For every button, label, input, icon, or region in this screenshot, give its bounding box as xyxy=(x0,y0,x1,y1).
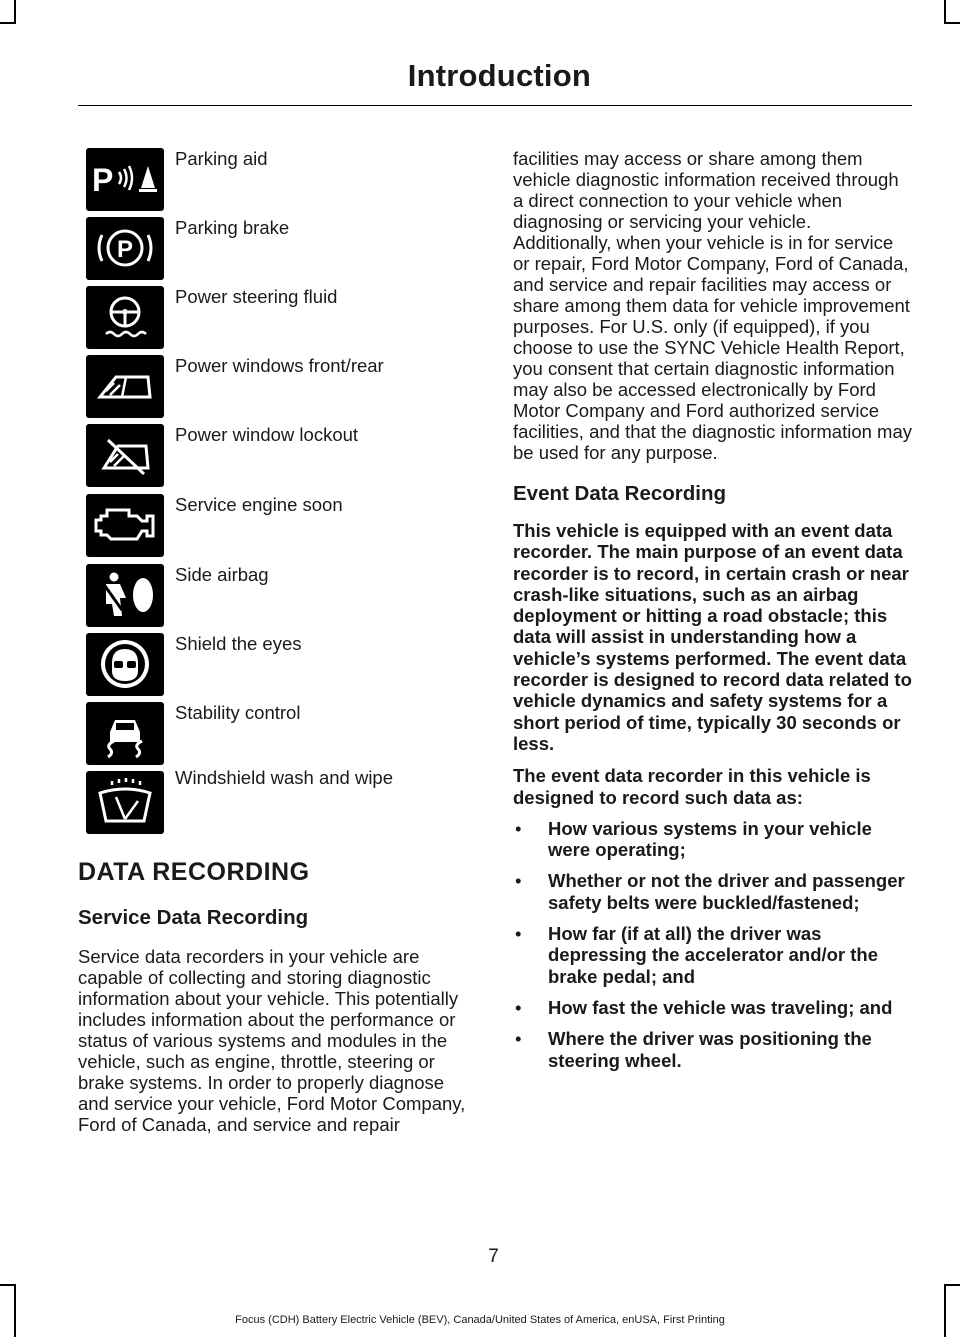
list-item: • Where the driver was positioning the steering wheel. xyxy=(513,1028,913,1071)
windshield-wash-icon xyxy=(86,771,164,834)
symbol-label: Windshield wash and wipe xyxy=(175,767,394,788)
header-divider xyxy=(78,105,912,106)
crop-mark xyxy=(0,1284,16,1286)
list-item: • How fast the vehicle was traveling; and xyxy=(513,997,913,1018)
service-engine-icon xyxy=(86,494,164,557)
symbol-label: Side airbag xyxy=(175,564,269,585)
body-paragraph: facilities may access or share among them vehicle diagnostic information received through a direct connection to your vehicle when diagnosing or servicing your vehicle. Additionally, when your vehicle is in for service or repair, Ford Motor Company, Ford of Canada, and service and repair facilities may access or share among them data for vehicle improvement purposes. For U.S. only (if equipped), if you choose to use the SYNC Vehicle Health Report, you consent that certain diagnostic information may also be accessed electronically by Ford Motor Company and Ford authorized service facilities, and that the diagnostic information may be used for any purpose. xyxy=(513,148,912,463)
list-item: • How far (if at all) the driver was depressing the accelerator and/or the brake pedal; and xyxy=(513,923,913,987)
symbol-label: Shield the eyes xyxy=(175,633,302,654)
power-window-lockout-icon xyxy=(86,424,164,487)
crop-mark xyxy=(944,0,946,24)
list-item: • Whether or not the driver and passenger safety belts were buckled/fastened; xyxy=(513,870,913,913)
crop-mark xyxy=(14,1284,16,1337)
symbol-label: Stability control xyxy=(175,702,301,723)
side-airbag-icon xyxy=(86,564,164,627)
symbol-row xyxy=(86,424,486,493)
symbol-label: Power window lockout xyxy=(175,424,359,445)
symbol-row xyxy=(86,633,486,702)
power-steering-fluid-icon xyxy=(86,286,164,349)
symbol-label: Power steering fluid xyxy=(175,286,338,307)
svg-text:P: P xyxy=(117,236,134,263)
page-title: Introduction xyxy=(407,58,591,93)
crop-mark xyxy=(14,0,16,24)
symbol-row xyxy=(86,494,486,563)
subsection-heading: Event Data Recording xyxy=(513,482,727,505)
footer-text: Focus (CDH) Battery Electric Vehicle (BEV), Canada/United States of America, enUSA, First Printing xyxy=(235,1314,725,1326)
parking-brake-icon xyxy=(86,217,164,280)
parking-aid-icon xyxy=(86,148,164,211)
crop-mark xyxy=(944,22,960,24)
symbol-label: Parking brake xyxy=(175,217,290,238)
symbol-row xyxy=(86,148,486,217)
body-paragraph: Service data recorders in your vehicle are capable of collecting and storing diagnostic information about your vehicle. This potentially includes information about the performance or status of various systems and modules in the vehicle, such as engine, throttle, steering or brake systems. In order to properly diagnose and service your vehicle, Ford Motor Company, Ford of Canada, and service and repair xyxy=(78,946,466,1135)
crop-mark xyxy=(944,1284,946,1337)
subsection-heading: Service Data Recording xyxy=(78,906,309,929)
stability-control-icon xyxy=(86,702,164,765)
power-windows-icon xyxy=(86,355,164,418)
symbol-row xyxy=(86,355,486,424)
body-paragraph: This vehicle is equipped with an event data recorder. The main purpose of an event data recorder is to record, in certain crash or near crash-like situations, such as an airbag deployment or hitting a road obstacle; this data will assist in understanding how a vehicle’s systems performed. The event data recorder is designed to record data related to vehicle dynamics and safety systems for a short period of time, typically 30 seconds or less. xyxy=(513,520,912,754)
right-column xyxy=(513,148,913,1081)
symbol-label: Parking aid xyxy=(175,148,268,169)
body-paragraph: The event data recorder in this vehicle is designed to record such data as: xyxy=(513,765,871,808)
crop-mark xyxy=(0,22,16,24)
symbol-row xyxy=(86,767,486,836)
svg-text:P: P xyxy=(92,162,114,198)
bullet-list xyxy=(513,818,913,1071)
symbol-row xyxy=(86,564,486,633)
page-number: 7 xyxy=(488,1246,499,1267)
section-heading: DATA RECORDING xyxy=(78,858,310,886)
symbol-row xyxy=(86,286,486,355)
shield-eyes-icon xyxy=(86,633,164,696)
symbol-label: Service engine soon xyxy=(175,494,343,515)
symbol-row xyxy=(86,217,486,286)
symbol-row xyxy=(86,702,486,771)
symbol-label: Power windows front/rear xyxy=(175,355,384,376)
list-item: • How various systems in your vehicle were operating; xyxy=(513,818,913,861)
crop-mark xyxy=(944,1284,960,1286)
